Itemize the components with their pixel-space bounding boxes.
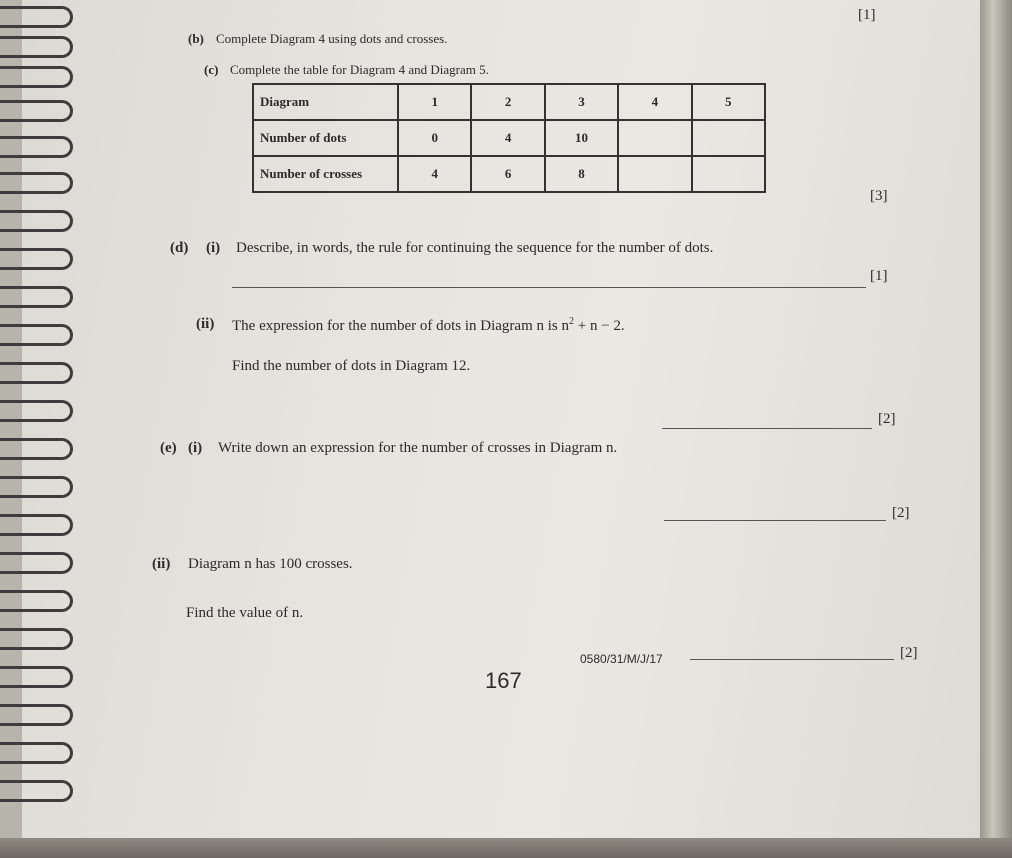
answer-cell[interactable]: [692, 120, 765, 156]
expression-text: The expression for the number of dots in Diagram n is n: [232, 318, 570, 334]
table-header-row: [253, 84, 765, 120]
binder-ring: [0, 704, 73, 726]
table-row-dots: [253, 120, 765, 156]
binder-ring: [0, 324, 73, 346]
page-edge: [980, 0, 1012, 858]
question-d-ii-label: (ii): [196, 316, 215, 332]
answer-line[interactable]: [690, 659, 894, 660]
binder-ring: [0, 514, 73, 536]
question-b-text: Complete Diagram 4 using dots and crosses.: [216, 31, 448, 46]
answer-line[interactable]: [662, 428, 872, 429]
table-header-cell: 1: [398, 84, 471, 120]
question-c-text: Complete the table for Diagram 4 and Diagram 5.: [230, 62, 489, 77]
marks-label: [2]: [892, 505, 910, 521]
question-d-label: (d): [170, 240, 189, 256]
binder-ring: [0, 628, 73, 650]
binder-ring: [0, 552, 73, 574]
binder-ring: [0, 590, 73, 612]
question-e-label: (e): [160, 440, 177, 456]
marks-label: [1]: [858, 7, 876, 23]
question-d-i-text: Describe, in words, the rule for continuing the sequence for the number of dots.: [236, 240, 714, 256]
question-d-ii-find: Find the number of dots in Diagram 12.: [232, 358, 471, 374]
paper-code: 0580/31/M/J/17: [580, 652, 663, 666]
table-row-label: Number of dots: [253, 120, 398, 156]
sequence-table: [252, 83, 766, 193]
table-header-cell: 5: [692, 84, 765, 120]
marks-label: [3]: [870, 188, 888, 204]
table-cell: 4: [471, 120, 544, 156]
question-e-i-text: Write down an expression for the number of crosses in Diagram n.: [218, 440, 618, 456]
binder-ring: [0, 136, 73, 158]
table-cell: 6: [471, 156, 544, 192]
answer-cell[interactable]: [692, 156, 765, 192]
binder-ring: [0, 476, 73, 498]
question-d-i-label: (i): [206, 240, 221, 256]
binder-ring: [0, 172, 73, 194]
binder-ring: [0, 780, 73, 802]
question-e-ii-label: (ii): [152, 556, 171, 572]
binder-ring: [0, 666, 73, 688]
question-d-ii-text: [232, 316, 625, 335]
question-b-label: (b): [188, 31, 204, 46]
answer-line[interactable]: [232, 287, 866, 288]
binder-ring: [0, 36, 73, 58]
table-header-cell: Diagram: [253, 84, 398, 120]
desk-edge: [0, 838, 1012, 858]
binder-ring: [0, 286, 73, 308]
table-row-crosses: [253, 156, 765, 192]
binder-ring: [0, 438, 73, 460]
binder-ring: [0, 210, 73, 232]
binder-ring: [0, 742, 73, 764]
binder-ring: [0, 362, 73, 384]
table-cell: 4: [398, 156, 471, 192]
marks-label: [2]: [878, 411, 896, 427]
question-c-label: (c): [204, 62, 219, 77]
exponent: 2: [569, 316, 575, 327]
page-number: 167: [485, 668, 522, 693]
marks-label: [1]: [870, 268, 888, 284]
table-header-cell: 2: [471, 84, 544, 120]
answer-cell[interactable]: [618, 120, 691, 156]
table-header-cell: 3: [545, 84, 618, 120]
question-e-ii-find: Find the value of n.: [186, 605, 304, 621]
table-row-label: Number of crosses: [253, 156, 398, 192]
table-cell: 10: [545, 120, 618, 156]
table-header-cell: 4: [618, 84, 691, 120]
marks-label: [2]: [900, 645, 918, 661]
answer-cell[interactable]: [618, 156, 691, 192]
answer-line[interactable]: [664, 520, 886, 521]
question-e-i-label: (i): [188, 440, 203, 456]
table-cell: 8: [545, 156, 618, 192]
binder-ring: [0, 400, 73, 422]
question-e-ii-text: Diagram n has 100 crosses.: [188, 556, 353, 572]
binder-ring: [0, 248, 73, 270]
binder-ring: [0, 66, 73, 88]
binder-ring: [0, 100, 73, 122]
expression-text: + n − 2.: [574, 318, 625, 334]
binder-ring: [0, 6, 73, 28]
table-cell: 0: [398, 120, 471, 156]
